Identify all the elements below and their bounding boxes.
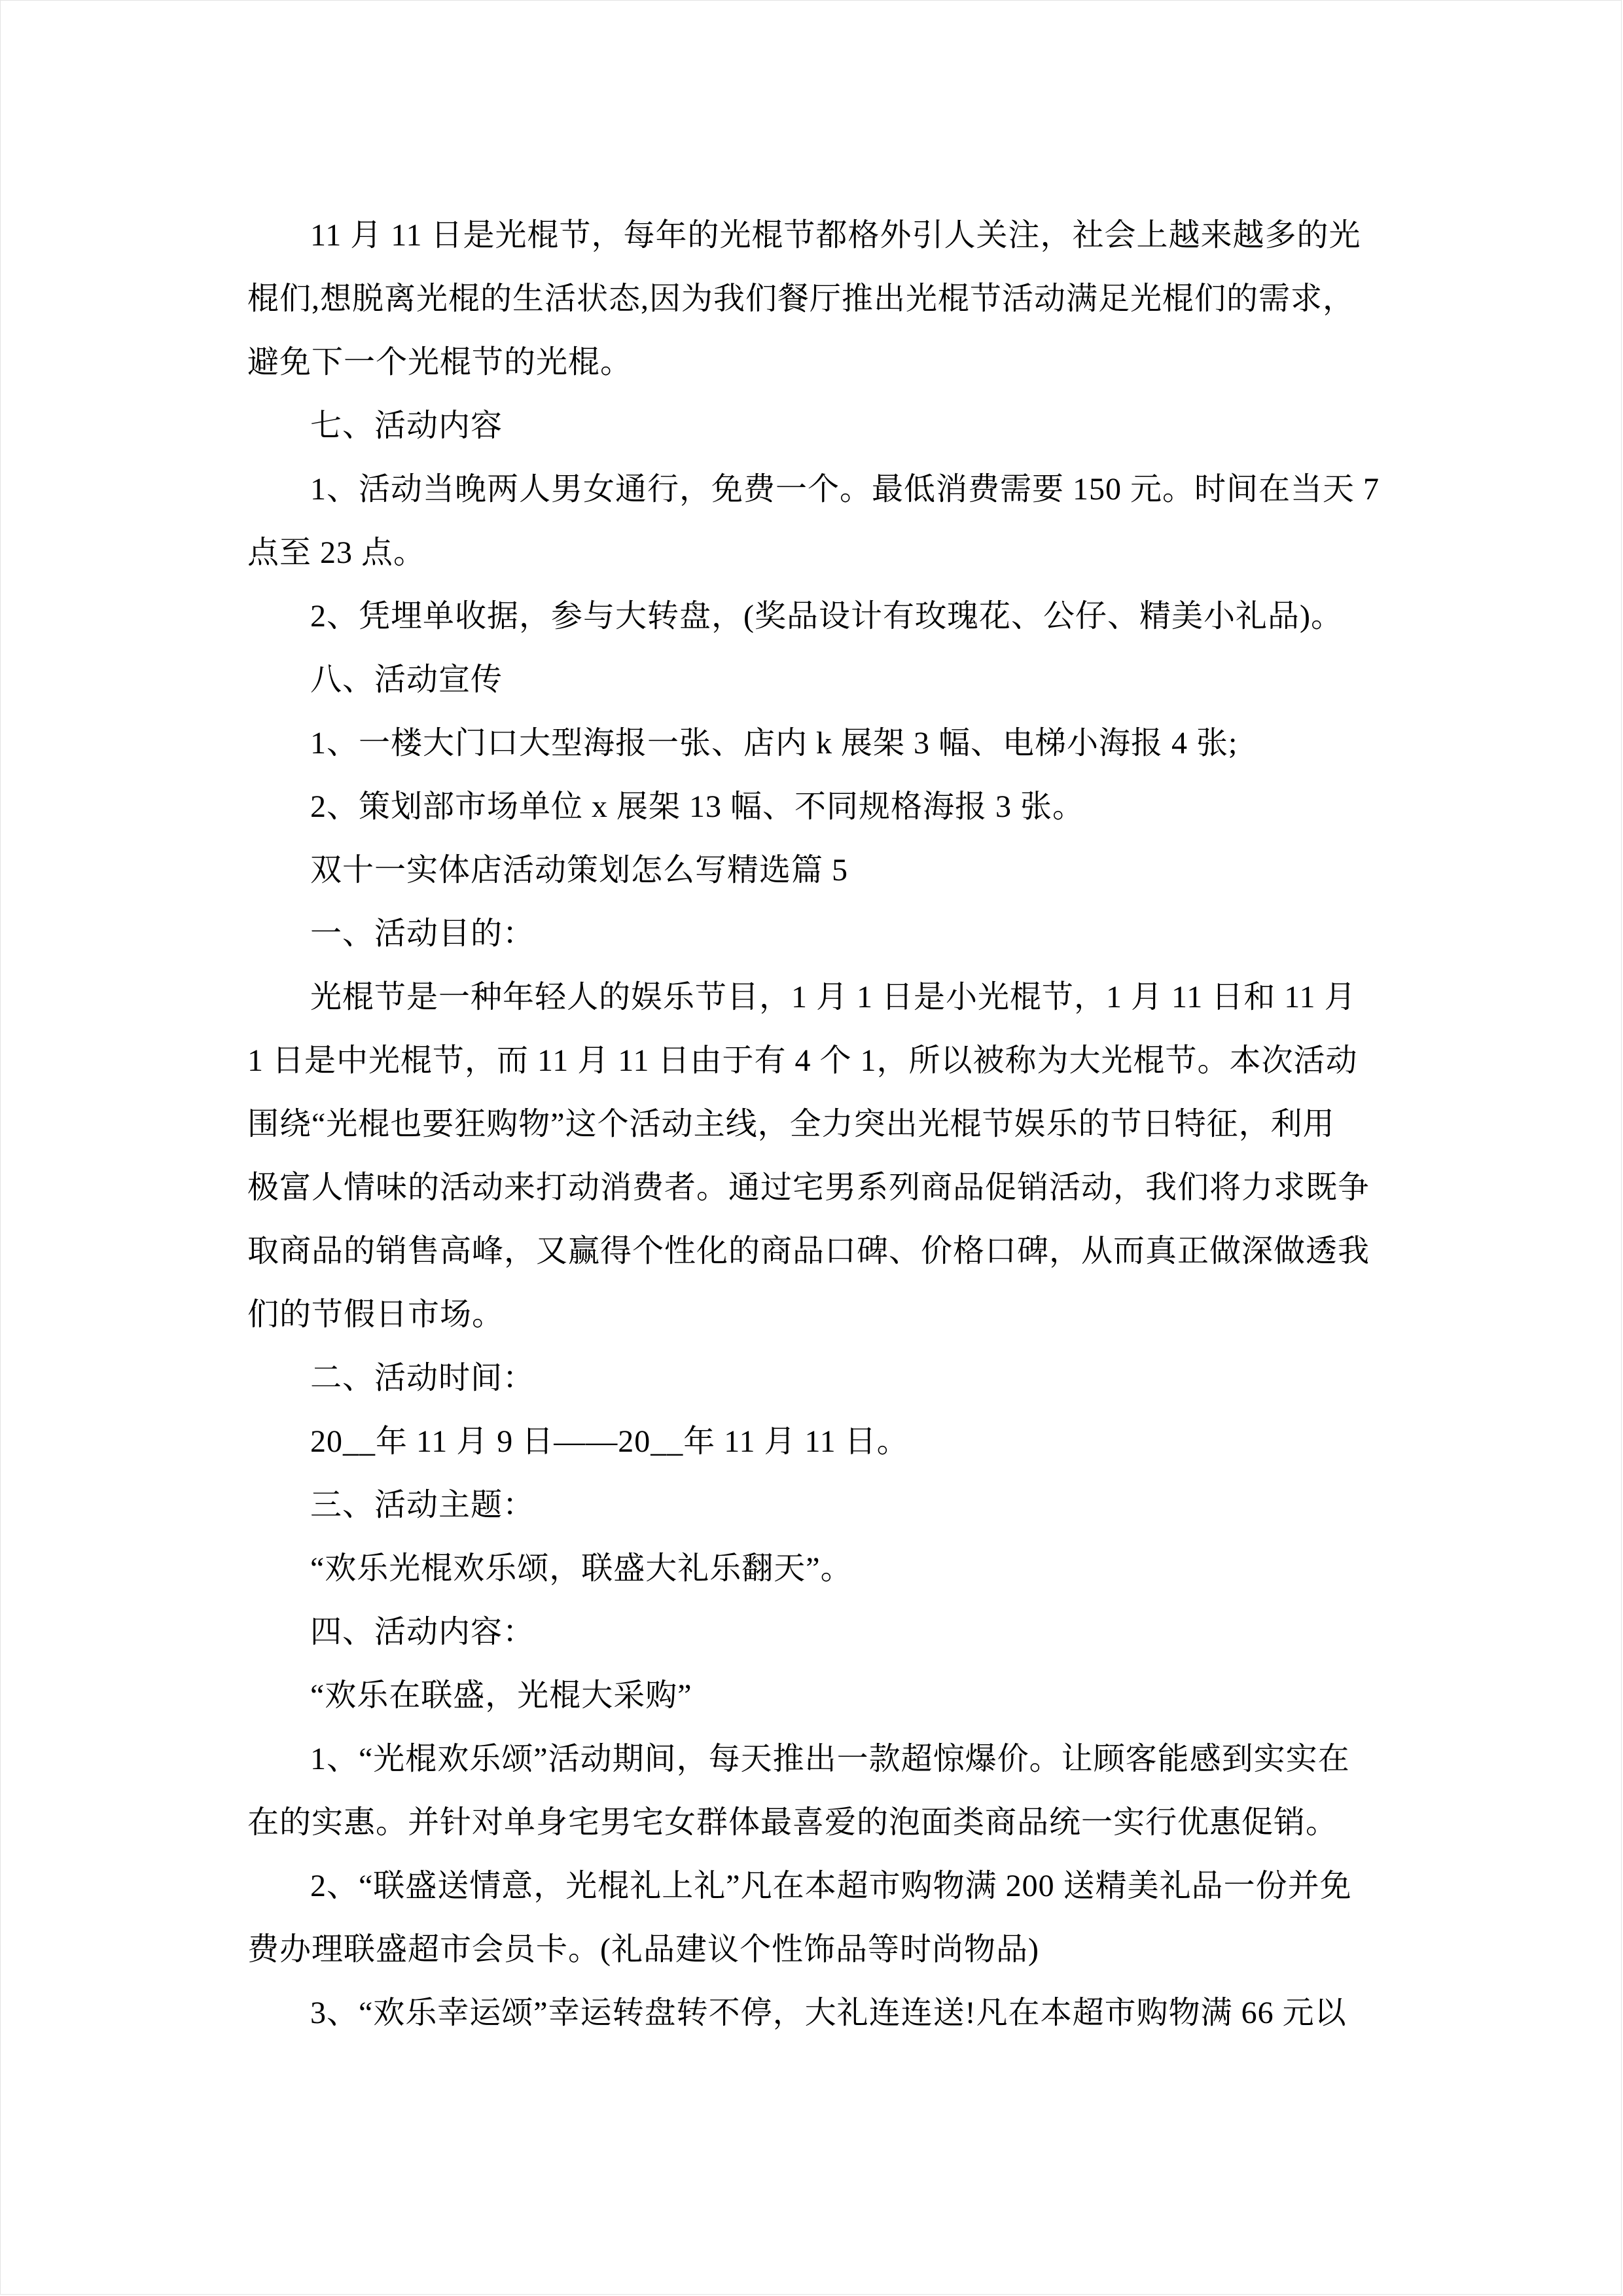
text-line: 取商品的销售高峰，又赢得个性化的商品口碑、价格口碑，从而真正做深做透我 bbox=[247, 1234, 1370, 1268]
text-line: 七、活动内容 bbox=[310, 408, 503, 443]
text-line: 们的节假日市场。 bbox=[247, 1297, 505, 1332]
text-line: 八、活动宣传 bbox=[310, 662, 503, 697]
text-line: “欢乐在联盛，光棍大采购” bbox=[310, 1678, 692, 1713]
text-line: 2、凭埋单收据，参与大转盘，(奖品设计有玫瑰花、公仔、精美小礼品)。 bbox=[310, 599, 1343, 634]
text-line: 1、活动当晚两人男女通行，免费一个。最低消费需要 150 元。时间在当天 7 bbox=[310, 472, 1380, 507]
text-line: 费办理联盛超市会员卡。(礼品建议个性饰品等时尚物品) bbox=[247, 1932, 1039, 1967]
text-line: 1 日是中光棍节，而 11 月 11 日由于有 4 个 1，所以被称为大光棍节。本次活动 bbox=[247, 1043, 1358, 1078]
text-line: 20__年 11 月 9 日——20__年 11 月 11 日。 bbox=[310, 1424, 909, 1459]
text-line: 1、“光棍欢乐颂”活动期间，每天推出一款超惊爆价。让顾客能感到实实在 bbox=[310, 1742, 1350, 1776]
text-line: 棍们,想脱离光棍的生活状态,因为我们餐厅推出光棍节活动满足光棍们的需求， bbox=[247, 281, 1355, 316]
text-line: “欢乐光棍欢乐颂，联盛大礼乐翻天”。 bbox=[310, 1551, 853, 1586]
text-line: 在的实惠。并针对单身宅男宅女群体最喜爱的泡面类商品统一实行优惠促销。 bbox=[247, 1805, 1338, 1840]
text-line: 极富人情味的活动来打动消费者。通过宅男系列商品促销活动，我们将力求既争 bbox=[247, 1170, 1370, 1205]
text-line: 1、一楼大门口大型海报一张、店内 k 展架 3 幅、电梯小海报 4 张; bbox=[310, 726, 1238, 761]
text-line: 四、活动内容： bbox=[310, 1615, 535, 1649]
text-line: 避免下一个光棍节的光棍。 bbox=[247, 345, 633, 380]
text-line: 光棍节是一种年轻人的娱乐节目，1 月 1 日是小光棍节，1 月 11 日和 11 月 bbox=[310, 980, 1357, 1014]
text-line: 2、策划部市场单位 x 展架 13 幅、不同规格海报 3 张。 bbox=[310, 789, 1085, 824]
document-text bbox=[247, 204, 1389, 2045]
text-line: 2、“联盛送情意，光棍礼上礼”凡在本超市购物满 200 送精美礼品一份并免 bbox=[310, 1869, 1352, 1903]
text-line: 二、活动时间： bbox=[310, 1361, 535, 1395]
text-line: 围绕“光棍也要狂购物”这个活动主线，全力突出光棍节娱乐的节日特征，利用 bbox=[247, 1107, 1335, 1141]
text-line: 11 月 11 日是光棍节，每年的光棍节都格外引人关注，社会上越来越多的光 bbox=[310, 218, 1361, 253]
text-line: 一、活动目的： bbox=[310, 916, 535, 951]
text-line: 三、活动主题： bbox=[310, 1488, 535, 1522]
text-line: 点至 23 点。 bbox=[247, 535, 426, 570]
text-line: 双十一实体店活动策划怎么写精选篇 5 bbox=[310, 853, 849, 888]
text-line: 3、“欢乐幸运颂”幸运转盘转不停，大礼连连送!凡在本超市购物满 66 元以 bbox=[310, 1996, 1347, 2030]
